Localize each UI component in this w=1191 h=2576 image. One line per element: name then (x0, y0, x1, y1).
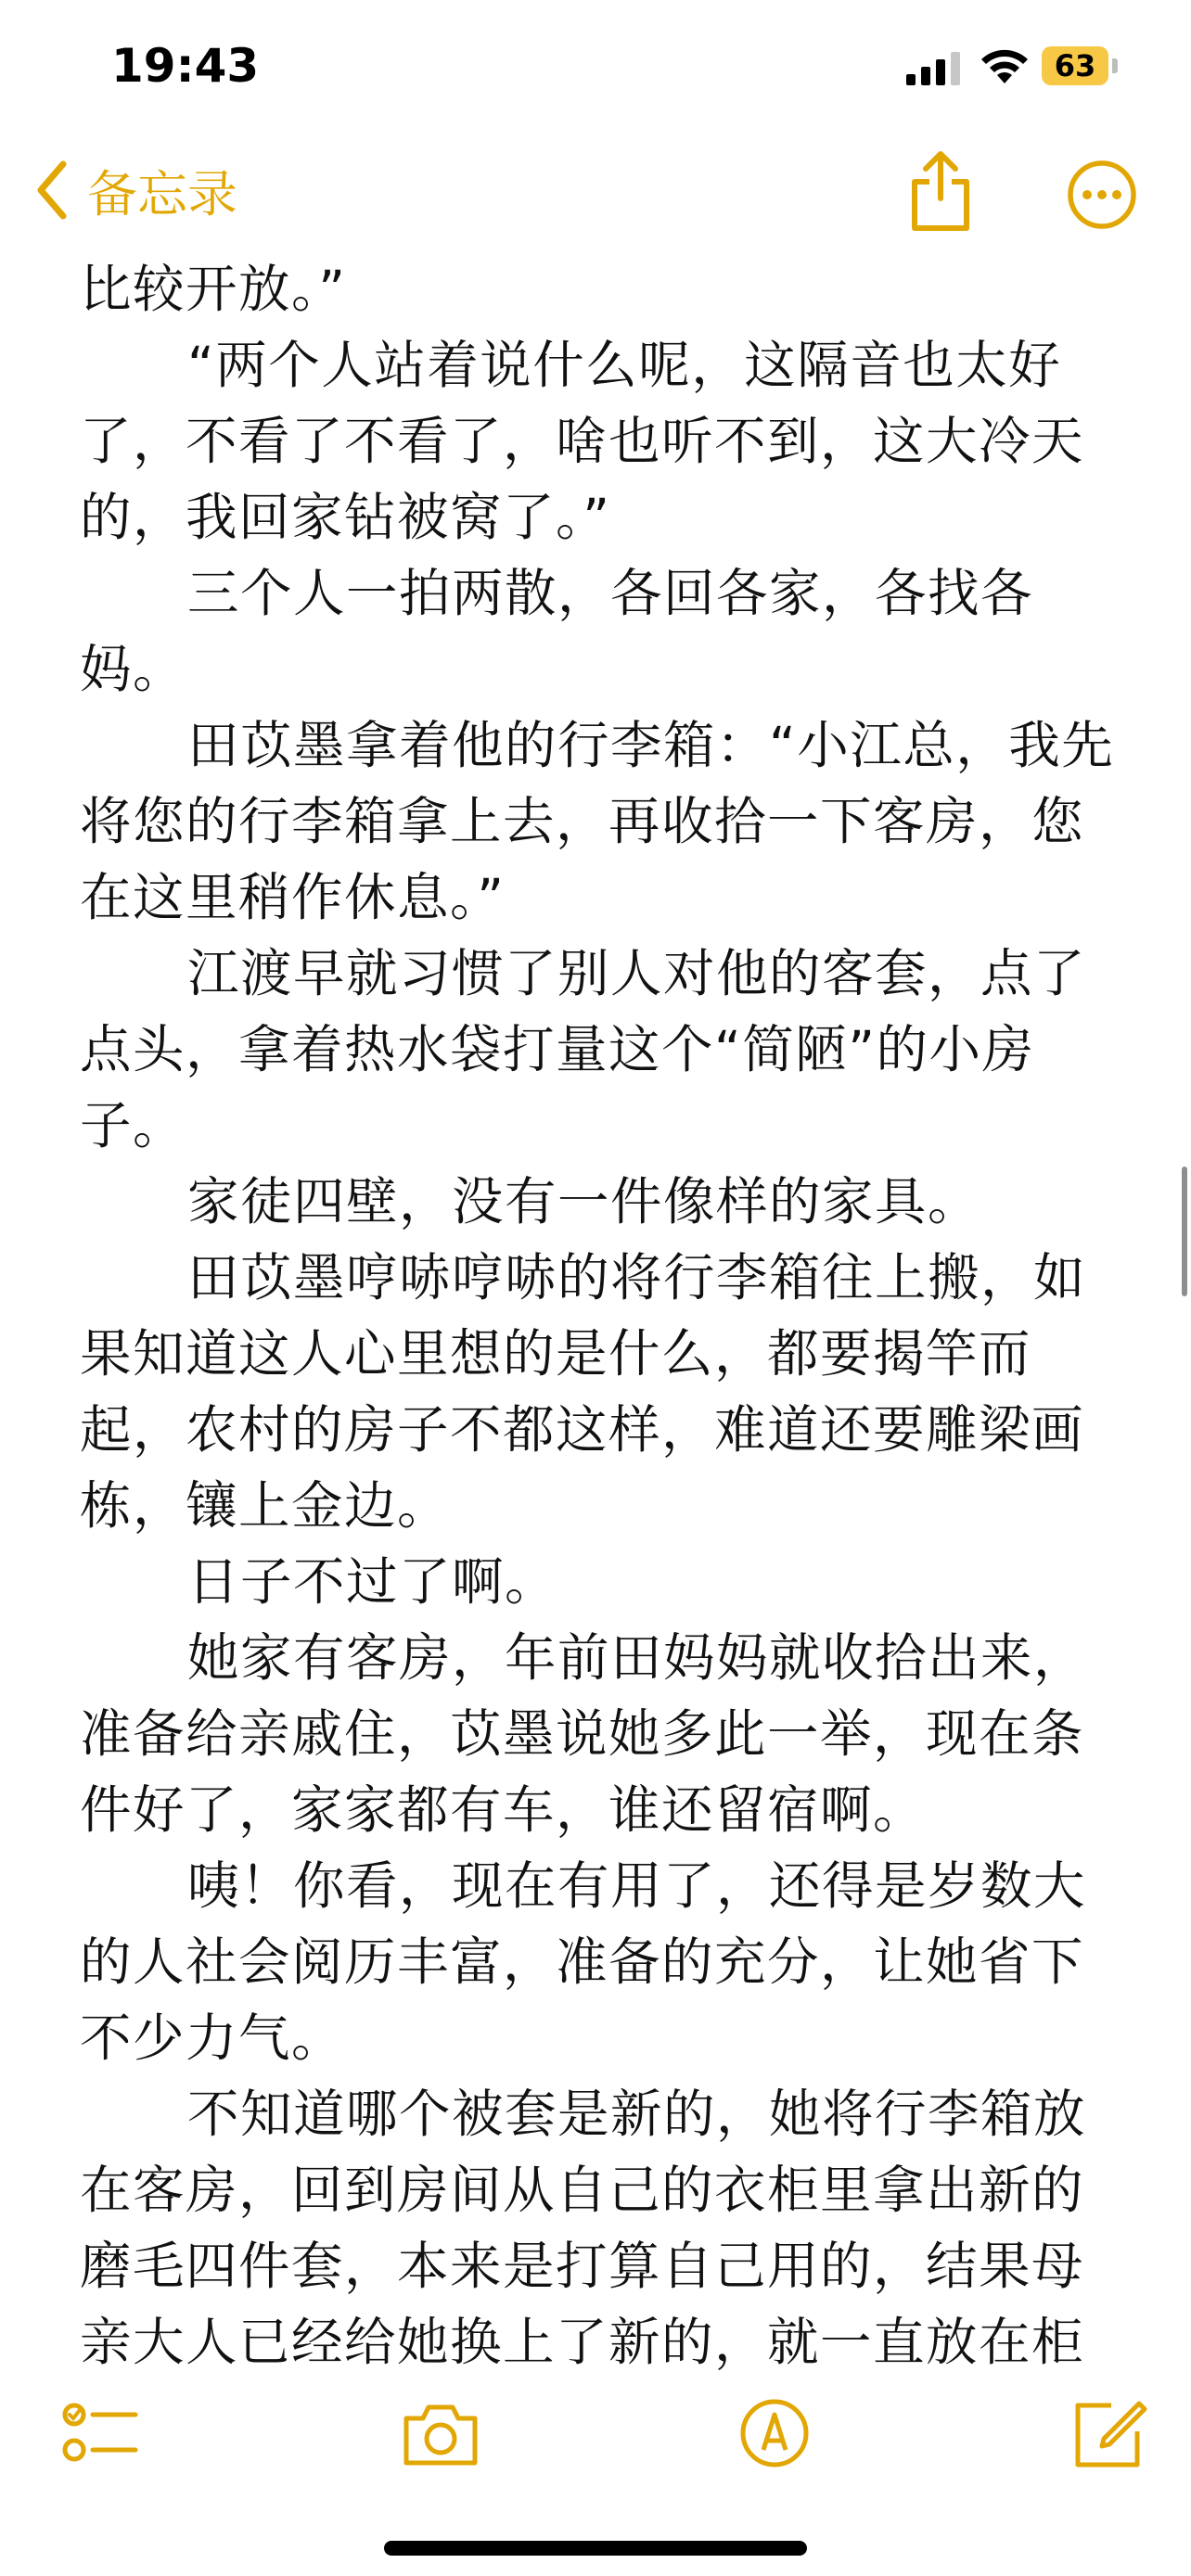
note-paragraph: 田苡墨拿着他的行李箱：“小江总，我先将您的行李箱拿上去，再收拾一下客房，您在这里稍作休息。” (80, 716, 1115, 928)
pen-tip-icon[interactable] (733, 2396, 816, 2470)
battery-level: 63 (1054, 48, 1096, 83)
back-button-label: 备忘录 (87, 164, 237, 223)
home-indicator[interactable] (384, 2541, 807, 2556)
note-body[interactable] (80, 252, 1119, 2381)
ellipsis-circle-icon[interactable] (1067, 159, 1137, 230)
note-paragraph: 比较开放。” (80, 260, 347, 320)
bottom-toolbar (0, 2374, 1191, 2485)
chevron-left-icon (33, 160, 70, 220)
wifi-icon (979, 46, 1031, 85)
camera-icon[interactable] (399, 2396, 482, 2470)
note-paragraph: 不知道哪个被套是新的，她将行李箱放在客房，回到房间从自己的衣柜里拿出新的磨毛四件套，本来是打算自己用的，结果母亲大人已经给她换上了新的，就一直放在柜 (80, 2085, 1087, 2373)
note-paragraph: 她家有客房，年前田妈妈就收拾出来，准备给亲戚住，苡墨说她多此一举，现在条件好了，家家都有车，谁还留宿啊。 (80, 1628, 1087, 1841)
cellular-signal-icon (906, 52, 966, 85)
share-icon[interactable] (907, 150, 974, 234)
note-paragraph: 咦！你看，现在有用了，还得是岁数大的人社会阅历丰富，准备的充分，让她省下不少力气。 (80, 1856, 1087, 2069)
compose-icon[interactable] (1067, 2396, 1150, 2470)
note-paragraph: “两个人站着说什么呢，这隔音也太好了，不看了不看了，啥也听不到，这大冷天的，我回家钻被窝了。” (80, 336, 1085, 548)
back-button[interactable] (33, 158, 237, 223)
navigation-bar (0, 139, 1191, 241)
status-bar (0, 0, 1191, 130)
note-paragraph: 日子不过了啊。 (187, 1552, 558, 1613)
checklist-icon[interactable] (58, 2396, 141, 2470)
scroll-indicator[interactable] (1182, 1167, 1187, 1296)
status-time: 19:43 (111, 39, 260, 93)
battery-icon (1042, 46, 1120, 85)
note-paragraph: 三个人一拍两散，各回各家，各找各妈。 (80, 564, 1034, 700)
note-paragraph: 田苡墨哼哧哼哧的将行李箱往上搬，如果知道这人心里想的是什么，都要揭竿而起，农村的房子不都这样，难道还要雕梁画栋，镶上金边。 (80, 1248, 1087, 1537)
note-paragraph: 江渡早就习惯了别人对他的客套，点了点头，拿着热水袋打量这个“简陋”的小房子。 (80, 944, 1087, 1156)
note-paragraph: 家徒四壁，没有一件像样的家具。 (187, 1172, 981, 1232)
